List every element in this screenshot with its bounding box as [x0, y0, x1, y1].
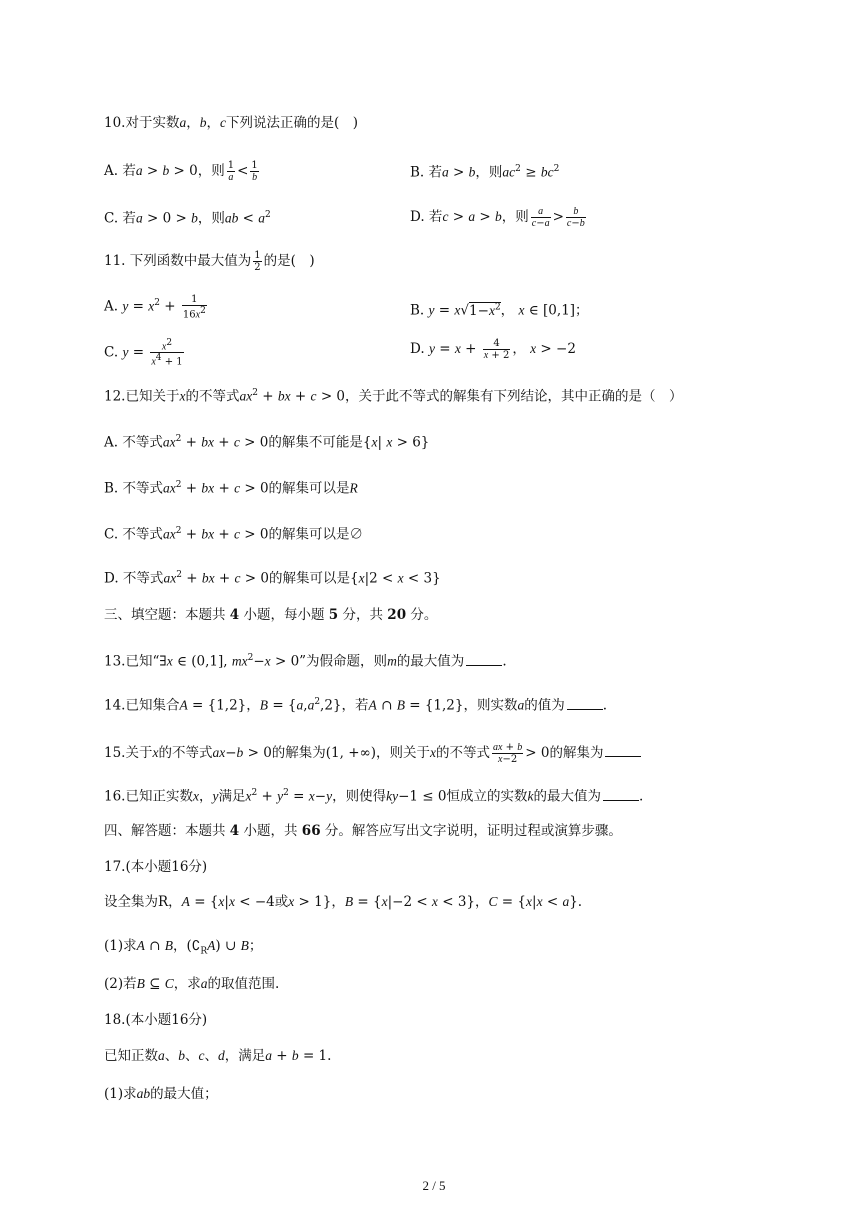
q18-heading: 18.(本小题16分) — [104, 1012, 208, 1028]
q15: 15.关于x的不等式ax−b > 0的解集为(1, +∞)，则关于x的不等式 $\frac{ax + b}{x-2}$ > 0的解集为 — [104, 742, 641, 765]
q12-option-b: B. 不等式$ax^2$ + bx + c > 0的解集可以是R — [104, 480, 358, 497]
q18-part-1: (1)求ab的最大值； — [104, 1086, 218, 1102]
q10-option-a: A. 若a > b > 0，则 $\frac{1}{a}$ < $\frac{1}{b}$ — [104, 160, 258, 183]
q16: 16.已知正实数x，y满足$x^2 + y^2 = x-y$，则使得ky−1 ≤ 0恒成立的实数k的最大值为 . — [104, 788, 644, 805]
q11-option-d: D. y = x + $\frac{4}{x + 2}$ ， x > −2 — [410, 338, 576, 361]
section-4-heading: 四、解答题：本题共 4 小题，共 66 分。解答应写出文字说明，证明过程或演算步骤。 — [104, 823, 622, 839]
q11-option-b: B. $y = x√1-x^2$， x ∈ [0,1]； — [410, 302, 589, 319]
q18-stem: 已知正数a、b、c、d，满足a + b = 1. — [104, 1048, 332, 1064]
q10-option-b: B. 若a > b，则$ac^2 \ge bc^2$ — [410, 164, 560, 181]
page-number: 2 / 5 — [422, 1178, 446, 1193]
q12-stem: 12.已知关于x的不等式$ax^2$ + bx + c > 0，关于此不等式的解集有下列结论，其中正确的是（ ） — [104, 388, 683, 405]
q10-option-d: D. 若c > a > b，则 $\frac{a}{c-a}$ > $\frac{b}{c-b}$ — [410, 206, 585, 229]
q11-option-a: A. $y = x^2$ + $\frac{1}{16x^2}$ — [104, 294, 206, 321]
q14: 14.已知集合A = {1,2}，$B = \{a,a^2,2\}$，若A ∩ B = {1,2}，则实数a的值为 . — [104, 697, 608, 714]
q12-option-d: D. 不等式$ax^2$ + bx + c > 0的解集可以是{x|2 < x < 3} — [104, 570, 441, 587]
q11-stem: 11. 下列函数中最大值为 $\frac{1}{2}$ 的是( ) — [104, 250, 315, 273]
q17-part-1: (1)求A ∩ B，$(∁_RA)$ ∪ B； — [104, 938, 263, 957]
q11-option-c: C. y = $\frac{x^2}{x^4 + 1}$ — [104, 338, 183, 368]
q12-option-a: A. 不等式$ax^2$ + bx + c > 0的解集不可能是{x| x > 6} — [104, 434, 430, 451]
q17-part-2: (2)若B ⊆ C，求a的取值范围. — [104, 976, 280, 992]
q17-stem: 设全集为R，A = {x|x < −4或x > 1}，B = {x|−2 < x < 3}，C = {x|x < a}. — [104, 894, 583, 910]
q10-option-c: C. 若a > 0 > b，则ab < $a^2$ — [104, 210, 271, 227]
q12-option-c: C. 不等式$ax^2$ + bx + c > 0的解集可以是∅ — [104, 526, 363, 543]
q17-heading: 17.(本小题16分) — [104, 859, 208, 875]
q13: 13.已知“∃x ∈ (0,1], $mx^2-x > 0$”为假命题，则m的最大值为 . — [104, 653, 507, 670]
q10-stem: 10.对于实数a，b，c下列说法正确的是( ) — [104, 115, 359, 131]
section-3-heading: 三、填空题：本题共 4 小题，每小题 5 分，共 20 分。 — [104, 607, 438, 623]
